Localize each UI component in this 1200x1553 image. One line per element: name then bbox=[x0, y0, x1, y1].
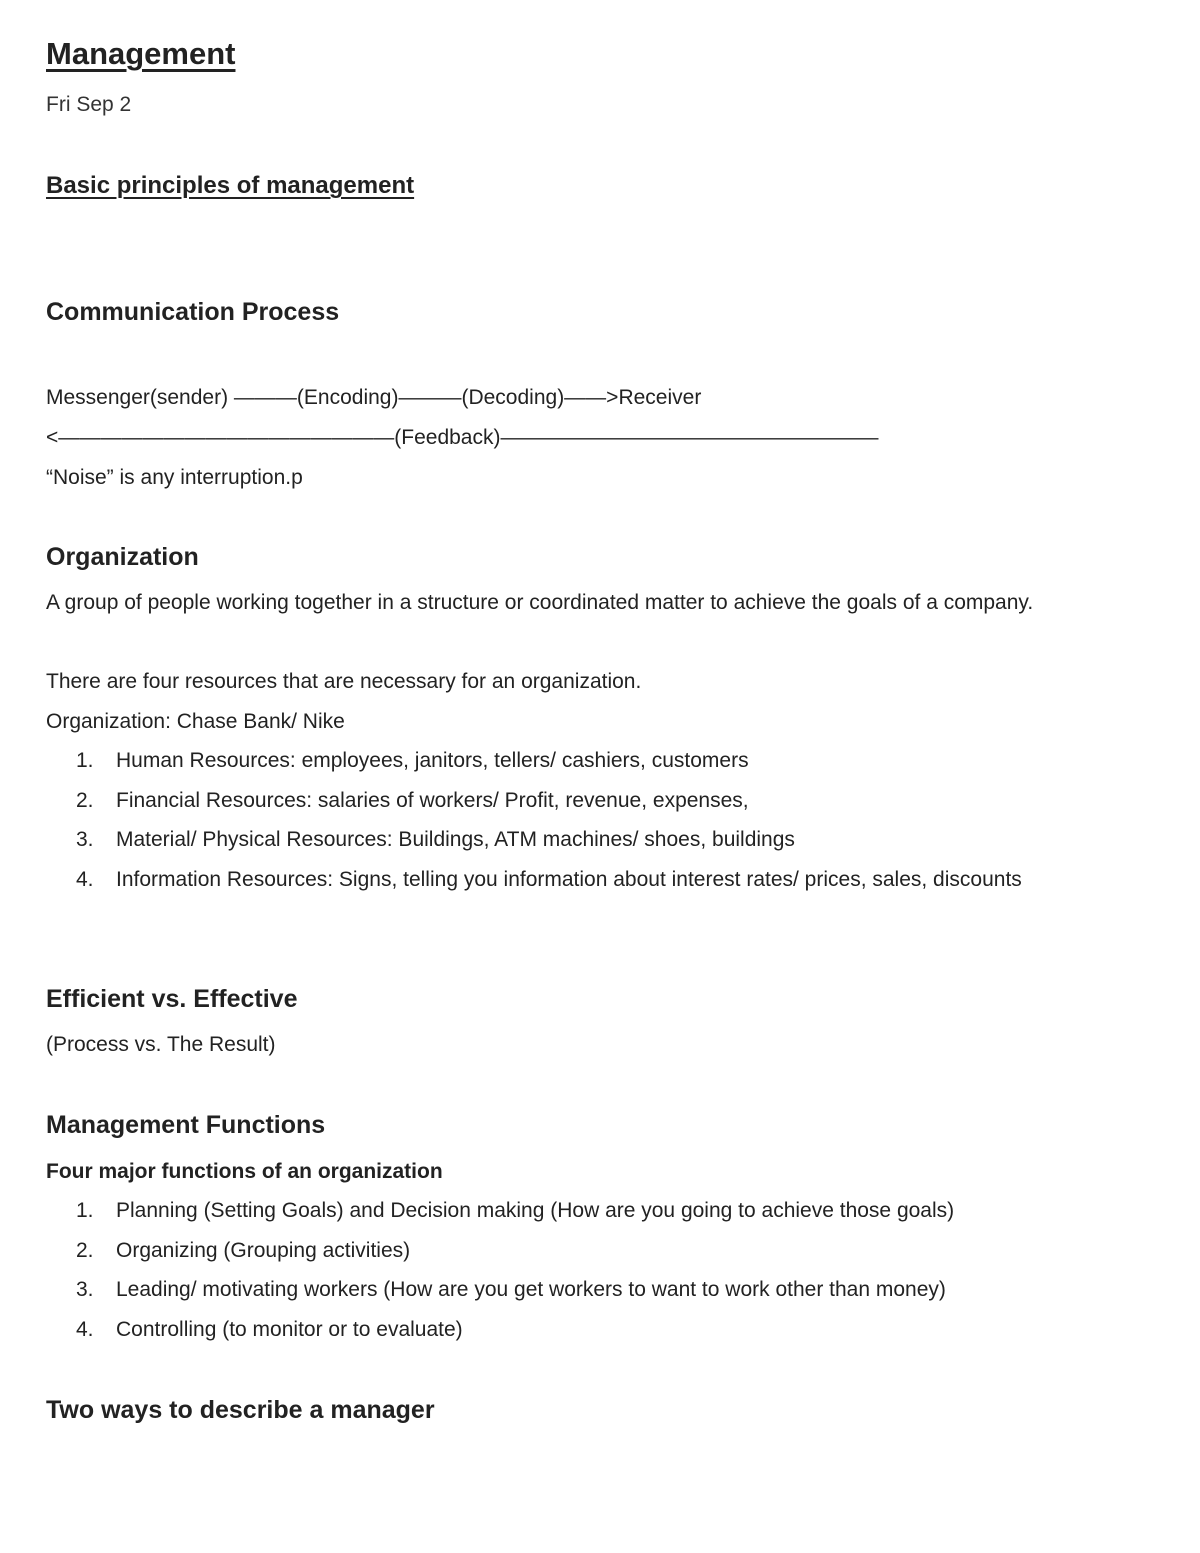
list-item-text: Human Resources: employees, janitors, tellers/ cashiers, customers bbox=[116, 749, 749, 772]
functions-list bbox=[46, 1191, 1136, 1349]
list-number: 2. bbox=[76, 1238, 94, 1262]
note-date: Fri Sep 2 bbox=[46, 93, 132, 116]
list-number: 4. bbox=[76, 867, 94, 891]
list-item bbox=[46, 1191, 1136, 1231]
functions-heading: Management Functions bbox=[46, 1111, 326, 1139]
list-item-text: Planning (Setting Goals) and Decision making (How are you going to achieve those goals) bbox=[116, 1199, 955, 1222]
efficient-heading: Efficient vs. Effective bbox=[46, 985, 298, 1013]
list-item bbox=[46, 1270, 1136, 1310]
list-number: 1. bbox=[76, 749, 94, 772]
page-title: Management bbox=[46, 36, 236, 71]
list-item-text: Organizing (Grouping activities) bbox=[116, 1238, 411, 1262]
communication-line-2: <————————————————(Feedback)—————————————————— bbox=[46, 426, 879, 449]
list-item-text: Information Resources: Signs, telling you information about interest rates/ prices, sales, discounts bbox=[116, 867, 1022, 891]
list-item-text: Material/ Physical Resources: Buildings, ATM machines/ shoes, buildings bbox=[116, 828, 795, 851]
list-item-text: Controlling (to monitor or to evaluate) bbox=[116, 1317, 463, 1341]
manager-heading: Two ways to describe a manager bbox=[46, 1396, 435, 1424]
list-number: 3. bbox=[76, 828, 94, 851]
list-item bbox=[46, 1310, 1136, 1350]
list-item bbox=[46, 1231, 1136, 1271]
list-number: 1. bbox=[76, 1199, 94, 1222]
communication-noise-note: “Noise” is any interruption.p bbox=[46, 466, 303, 489]
section-subtitle: Basic principles of management bbox=[46, 172, 415, 199]
functions-subheading: Four major functions of an organization bbox=[46, 1160, 443, 1183]
organization-definition: A group of people working together in a structure or coordinated matter to achieve the goals of a company. bbox=[46, 591, 1034, 614]
list-item bbox=[46, 820, 1136, 860]
organization-heading: Organization bbox=[46, 543, 199, 571]
list-item-text: Financial Resources: salaries of workers/ Profit, revenue, expenses, bbox=[116, 788, 749, 812]
list-item bbox=[46, 781, 1136, 821]
organization-example: Organization: Chase Bank/ Nike bbox=[46, 710, 345, 733]
list-number: 4. bbox=[76, 1317, 94, 1341]
communication-line-1: Messenger(sender) ———(Encoding)———(Decoding)——>Receiver bbox=[46, 386, 702, 409]
list-item-text: Leading/ motivating workers (How are you get workers to want to work other than money) bbox=[116, 1278, 946, 1301]
organization-resources-intro: There are four resources that are necessary for an organization. bbox=[46, 670, 642, 693]
list-item bbox=[46, 741, 1136, 781]
list-number: 3. bbox=[76, 1278, 94, 1301]
efficient-note: (Process vs. The Result) bbox=[46, 1033, 276, 1056]
list-item bbox=[46, 860, 1136, 900]
list-number: 2. bbox=[76, 788, 94, 812]
communication-heading: Communication Process bbox=[46, 298, 340, 326]
resources-list bbox=[46, 741, 1136, 899]
